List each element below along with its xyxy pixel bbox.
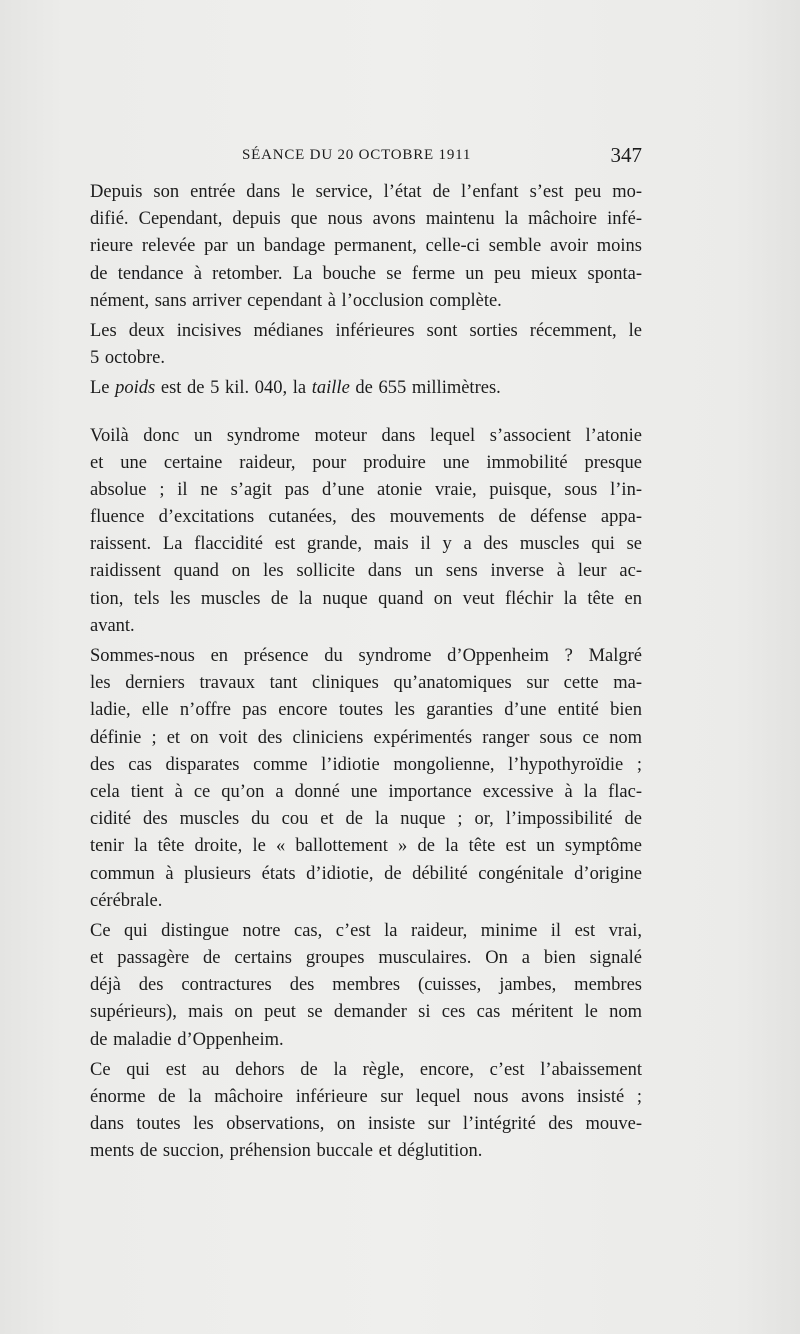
- text-line: Depuis son entrée dans le service, l’état de l’enfant s’est peu mo-: [90, 182, 642, 202]
- text-line: tenir la tête droite, le « ballottement » de la tête est un symptôme: [90, 836, 642, 857]
- paragraph: [90, 643, 642, 915]
- text-line: [90, 375, 642, 402]
- text-line: cérébrale.: [90, 890, 163, 911]
- text-line: cidité des muscles du cou et de la nuque ; or, l’impossibilité de: [90, 809, 642, 830]
- text-line: et une certaine raideur, pour produire une immobilité presque: [90, 452, 642, 473]
- paragraph: [90, 375, 642, 402]
- text-line: Ce qui distingue notre cas, c’est la raideur, minime il est vrai,: [90, 920, 642, 941]
- text-line: et passagère de certains groupes musculaires. On a bien signalé: [90, 948, 642, 969]
- paragraph: [90, 423, 642, 641]
- text-line: de tendance à retomber. La bouche se ferme un peu mieux sponta-: [90, 263, 642, 284]
- page-header: [90, 143, 642, 173]
- body-text: [90, 179, 642, 1166]
- text-line: fluence d’excitations cutanées, des mouvements de défense appa-: [90, 507, 642, 528]
- text-line: Sommes-nous en présence du syndrome d’Oppenheim ? Malgré: [90, 646, 642, 666]
- text-line: de maladie d’Oppenheim.: [90, 1029, 284, 1050]
- text-segment: est de 5 kil. 040, la: [155, 378, 312, 399]
- text-line: les derniers travaux tant cliniques qu’anatomiques sur cette ma-: [90, 673, 642, 694]
- text-line: Voilà donc un syndrome moteur dans lequel s’associent l’atonie: [90, 425, 642, 446]
- text-line: dans toutes les observations, on insiste sur l’intégrité des mouve-: [90, 1114, 642, 1135]
- text-line: des cas disparates comme l’idiotie mongolienne, l’hypothyroïdie ;: [90, 754, 642, 775]
- text-line: commun à plusieurs états d’idiotie, de débilité congénitale d’origine: [90, 863, 642, 884]
- text-line: déjà des contractures des membres (cuisses, jambes, membres: [90, 975, 642, 996]
- text-line: absolue ; il ne s’agit pas d’une atonie vraie, puisque, sous l’in-: [90, 479, 642, 500]
- italic-term-poids: poids: [115, 378, 156, 399]
- text-line: avant.: [90, 615, 135, 636]
- text-segment: Le: [90, 378, 116, 399]
- paragraph: [90, 179, 642, 315]
- text-line: nément, sans arriver cependant à l’occlusion complète.: [90, 290, 502, 311]
- text-line: Ce qui est au dehors de la règle, encore, c’est l’abaissement: [90, 1059, 642, 1080]
- text-line: cela tient à ce qu’on a donné une importance excessive à la flac-: [90, 781, 642, 802]
- text-line: supérieurs), mais on peut se demander si ces cas méritent le nom: [90, 1002, 642, 1023]
- text-line: énorme de la mâchoire inférieure sur lequel nous avons insisté ;: [90, 1087, 642, 1107]
- paragraph: [90, 318, 642, 372]
- paragraph: [90, 1057, 642, 1166]
- text-line: difié. Cependant, depuis que nous avons maintenu la mâchoire infé-: [90, 209, 642, 230]
- text-line: rieure relevée par un bandage permanent, celle-ci semble avoir moins: [90, 236, 642, 257]
- text-line: tion, tels les muscles de la nuque quand on veut fléchir la tête en: [90, 588, 642, 609]
- text-line: raissent. La flaccidité est grande, mais il y a des muscles qui se: [90, 534, 642, 555]
- paragraph: [90, 918, 642, 1054]
- text-line: définie ; et on voit des cliniciens expérimentés ranger sous ce nom: [90, 727, 642, 748]
- text-segment: de 655 millimètres.: [349, 378, 501, 399]
- text-line: 5 octobre.: [90, 348, 165, 369]
- text-line: Les deux incisives médianes inférieures sont sorties récemment, le: [90, 320, 642, 341]
- page-number: 347: [610, 143, 642, 167]
- text-line: raidissent quand on les sollicite dans un sens inverse à leur ac-: [90, 561, 642, 582]
- italic-term-taille: taille: [311, 378, 350, 399]
- text-line: ladie, elle n’offre pas encore toutes les garanties d’une entité bien: [90, 700, 642, 721]
- running-head: SÉANCE DU 20 OCTOBRE 1911: [242, 147, 472, 163]
- text-line: ments de succion, préhension buccale et déglutition.: [90, 1141, 483, 1162]
